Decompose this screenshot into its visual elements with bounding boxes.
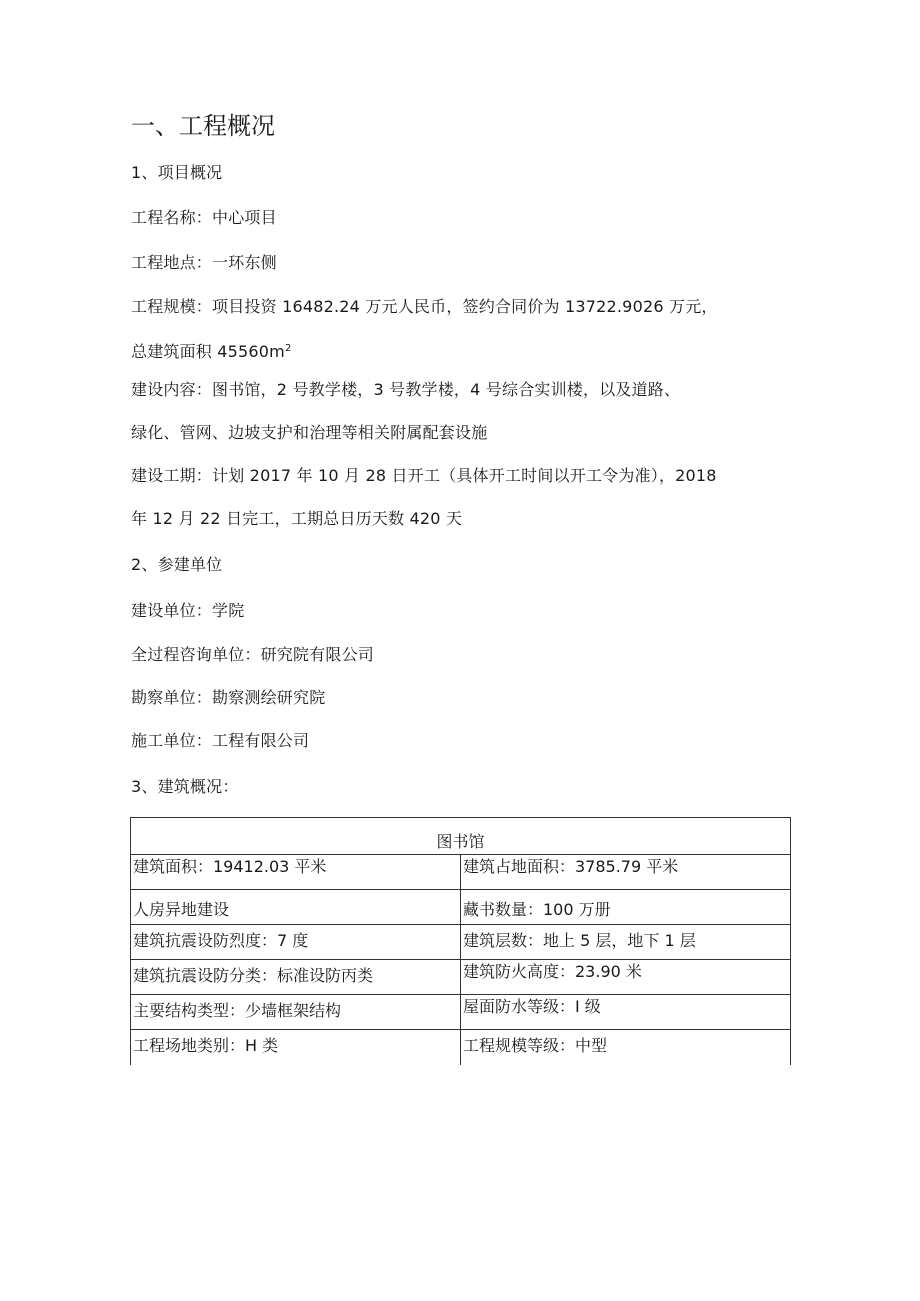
contractor-unit: 施工单位：工程有限公司	[131, 731, 310, 750]
project-content-line2: 绿化、管网、边坡支护和治理等相关附属配套设施	[131, 423, 488, 442]
owner-unit: 建设单位：学院	[131, 601, 245, 620]
section-title: 一、工程概况	[131, 112, 275, 140]
table-cell: 建筑防火高度：23.90 米	[461, 960, 791, 995]
table-cell: 建筑层数：地上 5 层，地下 1 层	[461, 925, 791, 960]
project-name: 工程名称：中心项目	[131, 208, 277, 227]
table-cell: 工程规模等级：中型	[461, 1030, 791, 1065]
table-cell: 工程场地类别：H 类	[131, 1030, 461, 1065]
table-cell: 建筑面积：19412.03 平米	[131, 855, 461, 890]
project-content-line1: 建设内容：图书馆，2 号教学楼，3 号教学楼，4 号综合实训楼，以及道路、	[131, 380, 681, 399]
project-location: 工程地点：一环东侧	[131, 253, 277, 272]
table-cell: 屋面防水等级：I 级	[461, 995, 791, 1030]
table-row	[131, 855, 791, 890]
survey-unit: 勘察单位：勘察测绘研究院	[131, 688, 326, 707]
subsection-building-overview: 3、建筑概况：	[131, 777, 239, 796]
consultant-unit: 全过程咨询单位：研究院有限公司	[131, 645, 375, 664]
table-title: 图书馆	[131, 818, 791, 855]
table-row	[131, 995, 791, 1030]
building-info-table	[130, 817, 791, 1065]
subsection-participants: 2、参建单位	[131, 555, 223, 574]
project-scale-line1: 工程规模：项目投资 16482.24 万元人民币，签约合同价为 13722.9026 万元，	[131, 297, 718, 316]
table-row	[131, 890, 791, 925]
project-period-line1: 建设工期：计划 2017 年 10 月 28 日开工（具体开工时间以开工令为准），2018	[131, 466, 717, 485]
table-cell: 建筑占地面积：3785.79 平米	[461, 855, 791, 890]
area-unit-superscript: 2	[284, 343, 292, 354]
table-cell: 建筑抗震设防烈度：7 度	[131, 925, 461, 960]
total-area-text: 总建筑面积 45560m	[131, 342, 285, 361]
table-cell: 人房异地建设	[131, 890, 461, 925]
table-cell: 主要结构类型：少墙框架结构	[131, 995, 461, 1030]
project-scale-line2	[131, 337, 292, 364]
table-row	[131, 1030, 791, 1065]
subsection-project-overview: 1、项目概况	[131, 163, 223, 182]
project-period-line2: 年 12 月 22 日完工，工期总日历天数 420 天	[131, 509, 463, 528]
table-row	[131, 960, 791, 995]
table-row	[131, 925, 791, 960]
table-cell: 藏书数量：100 万册	[461, 890, 791, 925]
table-cell: 建筑抗震设防分类：标准设防丙类	[131, 960, 461, 995]
